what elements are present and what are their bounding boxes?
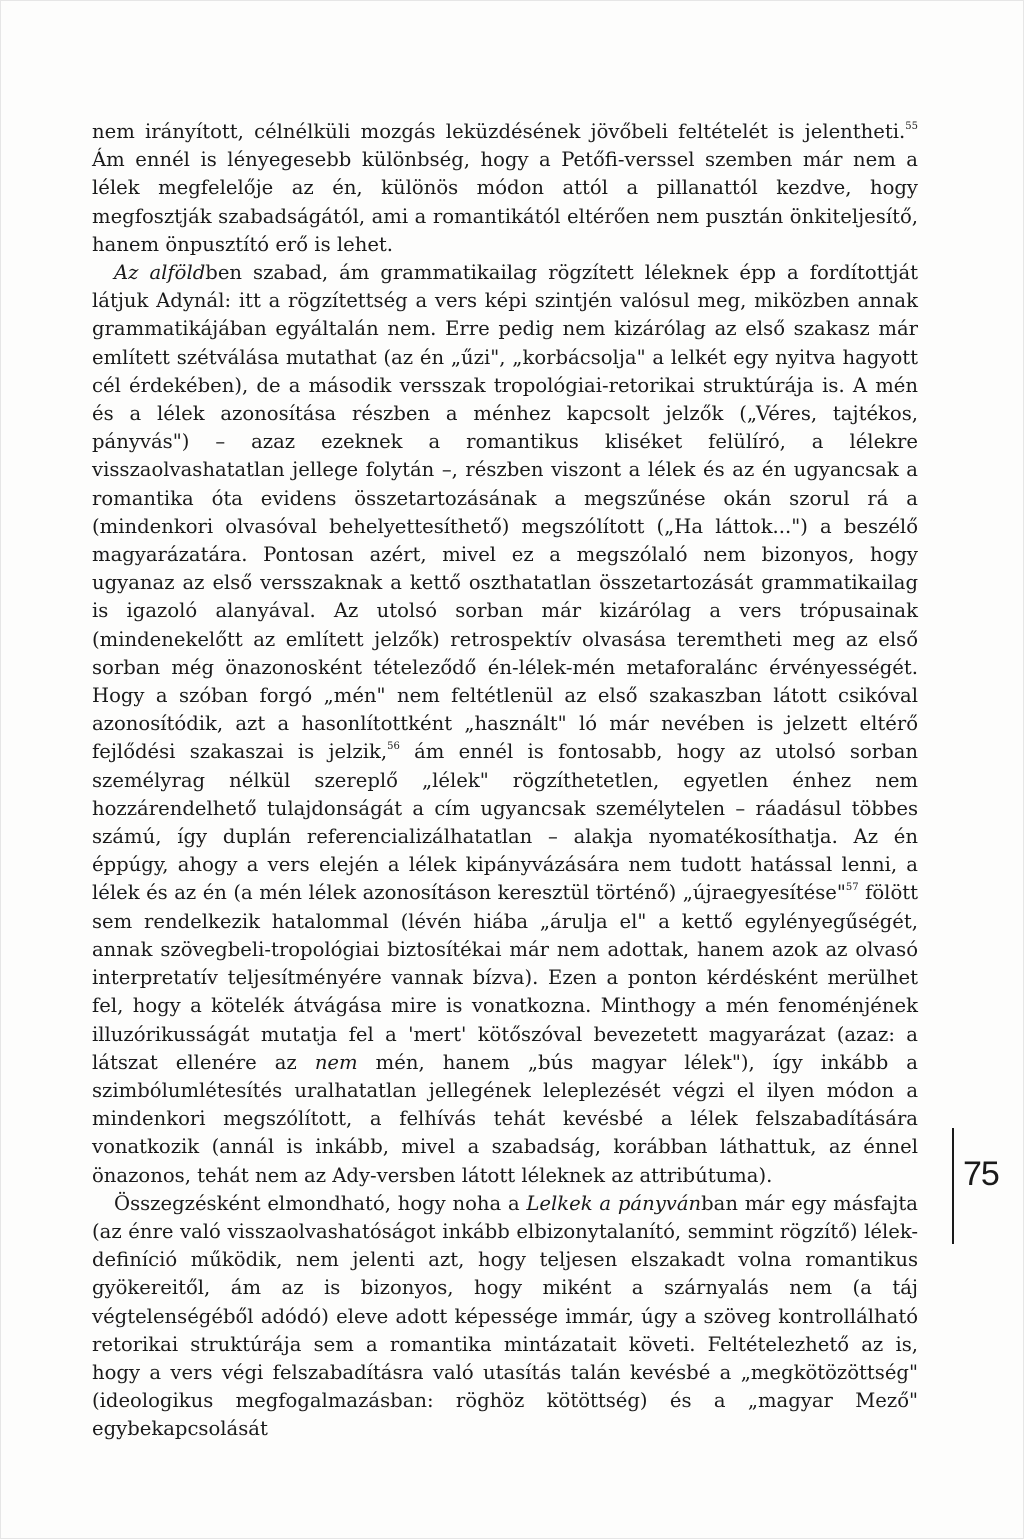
text-run: mén, hanem „bús magyar lélek"), így inkább a szimbólumlétesítés uralhatatlan jellegének leleplezését végzi el ilyen módon a mindenkori megszólított, a felhívás tehát kevésbé a lélek felszabadítására vonatkozik (annál is inkább, mivel a szabadság, korábban láthattuk, az énnel önazonos, tehát nem az Ady-versben látott léleknek az attribútuma).: [92, 1050, 918, 1187]
text-run: fölött sem rendelkezik hatalommal (lévén hiába „árulja el" a kettő egylényegűségét, annak szövegbeli-tropológiai biztosítékai már nem adottak, hanem azok az olvasó interpretatív teljesítményére vannak bízva). Ezen a ponton kérdésként merülhet fel, hogy a kötelék átvágása mire is vonatkozna. Minthogy a mén fenoménjének illuzórikusságát mutatja fel a 'mert' kötőszóval bevezetett magyarázat (azaz: a látszat ellenére az: [92, 881, 918, 1074]
paragraph-continued: [92, 118, 918, 259]
text-run: ben szabad, ám grammatikailag rögzített léleknek épp a fordítottját látjuk Adynál: itt a rögzítettség a vers képi szintjén valósul meg, miközben annak grammatikájában egyáltalán nem. Erre pedig nem kizárólag az első szakasz már említett szétválása mutathat (az én „űzi", „korbácsolja" a lelkét egy nyitva hagyott cél érdekében), de a második versszak tropológiai-retorikai struktúrája is. A mén és a lélek azonosítása részben a ménhez kapcsolt jelzők („Véres, tajtékos, pányvás") – azaz ezeknek a romantikus kliséket felülíró, a lélekre visszaolvashatatlan jellege folytán –, részben viszont a lélek és az én ugyancsak a romantika óta evidens összetartozásának a megszűnése okán szorul rá a (mindenkori olvasóval behelyettesíthető) megszólított („Ha láttok...") a beszélő magyarázatára. Pontosan azért, mivel ez a megszólaló nem bizonyos, hogy ugyanaz az első versszaknak a kettő oszthatatlan összetartozását grammatikailag is igazoló alanyával. Az utolsó sorban már kizárólag a vers trópusainak (mindenekelőtt az említett jelzők) retrospektív olvasása teremtheti meg az első sorban még önazonosként tételeződő én-lélek-mén metaforalánc érvényességét. Hogy a szóban forgó „mén" nem feltétlenül az első szakaszban látott csikóval azonosítódik, azt a hasonlítottként „használt" ló már nevében is jelzett eltérő fejlődési szakaszai is jelzik,: [92, 261, 918, 764]
body-text: [92, 118, 918, 1444]
text-run: Ám ennél is lényegesebb különbség, hogy a Petőfi-verssel szemben már nem a lélek megfelelője az én, különös módon attól a pillanattól kezdve, hogy megfosztják szabadságától, ami a romantikától eltérően nem pusztán önkiteljesítő, hanem önpusztító erő is lehet.: [92, 148, 918, 256]
text-run: Összegzésként elmondható, hogy noha a: [114, 1191, 527, 1215]
footnote-marker: 55: [905, 121, 918, 132]
page-number-rule: [952, 1128, 954, 1244]
paragraph-summary: [92, 1190, 918, 1444]
text-run: ban már egy másfajta (az énre való visszaolvashatóságot inkább elbizonytalanító, semmint rögzítő) lélek-definíció működik, nem jelenti azt, hogy teljesen elszakadt volna romantikus gyökereitől, ám az is bizonyos, hogy miként a szárnyalás nem (a táj végtelenségéből adódó) eleve adott képessége immár, úgy a szöveg kontrollálható retorikai struktúrája sem a romantika mintázatait követi. Feltételezhető az is, hogy a vers végi felszabadításra való utasítás talán kevésbé a „megkötözöttség" (ideologikus megfogalmazásban: röghöz kötöttség) és a „magyar Mező" egybekapcsolását: [92, 1191, 918, 1441]
text-run: nem irányított, célnélküli mozgás leküzdésének jövőbeli feltételét is jelentheti.: [92, 120, 906, 143]
footnote-marker: 56: [387, 741, 400, 753]
paragraph-alfold: [92, 259, 918, 1190]
page-number: 75: [963, 1155, 999, 1193]
italic-text: Lelkek a pányván: [526, 1191, 702, 1215]
text-run: ám ennél is fontosabb, hogy az utolsó sorban személyrag nélkül szereplő „lélek" rögzíthetetlen, egyetlen énhez nem hozzárendelhető tulajdonságát a cím ugyancsak személytelen – ráadásul többes számú, így duplán referencializálhatatlan – alakja nyomatékosíthatja. Az én éppúgy, ahogy a vers elején a lélek kipányvázására nem tudott hatással lenni, a lélek és az én (a mén lélek azonosításon keresztül történő) „újraegyesítése": [92, 740, 918, 905]
footnote-marker: 57: [845, 882, 859, 894]
italic-text: nem: [314, 1050, 358, 1074]
italic-text: Az alföld: [114, 261, 206, 285]
